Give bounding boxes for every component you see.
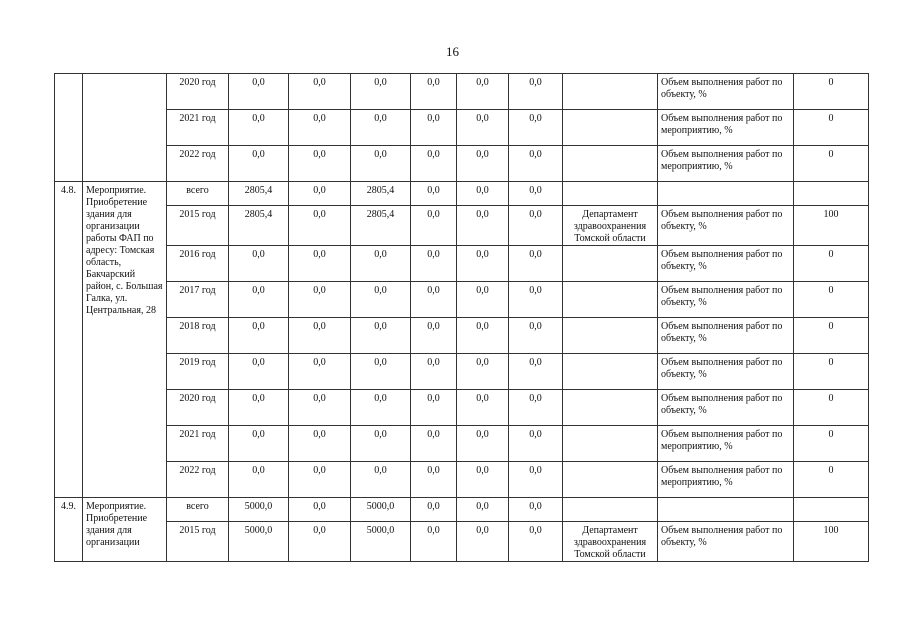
value-cell: 0,0 xyxy=(289,426,351,462)
indicator-cell: Объем выполнения работ по мероприятию, % xyxy=(658,110,794,146)
table-row xyxy=(55,282,869,318)
table-row xyxy=(55,498,869,522)
value-cell: 0,0 xyxy=(289,182,351,206)
value-cell: 0,0 xyxy=(457,282,509,318)
indicator-cell: Объем выполнения работ по объекту, % xyxy=(658,522,794,562)
table-row xyxy=(55,390,869,426)
value-cell: 0,0 xyxy=(411,462,457,498)
indicator-value-cell: 0 xyxy=(794,74,869,110)
indicator-value-cell: 0 xyxy=(794,282,869,318)
department-cell xyxy=(563,354,658,390)
value-cell: 0,0 xyxy=(411,426,457,462)
value-cell: 0,0 xyxy=(289,498,351,522)
value-cell: 0,0 xyxy=(229,282,289,318)
value-cell: 0,0 xyxy=(411,282,457,318)
value-cell: 0,0 xyxy=(229,74,289,110)
value-cell: 0,0 xyxy=(289,74,351,110)
value-cell: 0,0 xyxy=(351,390,411,426)
activity-name xyxy=(83,74,167,182)
value-cell: 5000,0 xyxy=(229,522,289,562)
value-cell: 0,0 xyxy=(509,146,563,182)
value-cell: 0,0 xyxy=(509,426,563,462)
activity-number xyxy=(55,74,83,182)
value-cell: 0,0 xyxy=(457,246,509,282)
year-cell: 2017 год xyxy=(167,282,229,318)
indicator-value-cell: 0 xyxy=(794,426,869,462)
indicator-cell xyxy=(658,498,794,522)
table-row xyxy=(55,110,869,146)
value-cell: 0,0 xyxy=(289,522,351,562)
value-cell: 0,0 xyxy=(229,462,289,498)
table-row xyxy=(55,522,869,562)
activity-name: Мероприятие. Приобретение здания для организации работы ФАП по адресу: Томская область, Бакчарский район, с. Большая Галка, ул. Центральная, 28 xyxy=(83,182,167,498)
value-cell: 2805,4 xyxy=(229,206,289,246)
year-cell: 2020 год xyxy=(167,390,229,426)
value-cell: 0,0 xyxy=(509,498,563,522)
table-row xyxy=(55,246,869,282)
indicator-cell: Объем выполнения работ по объекту, % xyxy=(658,74,794,110)
department-cell xyxy=(563,426,658,462)
value-cell: 0,0 xyxy=(509,354,563,390)
indicator-value-cell: 100 xyxy=(794,522,869,562)
value-cell: 0,0 xyxy=(229,390,289,426)
value-cell: 0,0 xyxy=(457,182,509,206)
value-cell: 5000,0 xyxy=(351,498,411,522)
value-cell: 0,0 xyxy=(351,110,411,146)
value-cell: 0,0 xyxy=(229,318,289,354)
value-cell: 0,0 xyxy=(411,522,457,562)
table-row xyxy=(55,318,869,354)
table-row xyxy=(55,462,869,498)
department-cell xyxy=(563,110,658,146)
value-cell: 5000,0 xyxy=(351,522,411,562)
indicator-value-cell: 100 xyxy=(794,206,869,246)
value-cell: 0,0 xyxy=(509,318,563,354)
year-cell: 2020 год xyxy=(167,74,229,110)
department-cell xyxy=(563,498,658,522)
indicator-value-cell: 0 xyxy=(794,110,869,146)
value-cell: 2805,4 xyxy=(351,206,411,246)
indicator-cell: Объем выполнения работ по объекту, % xyxy=(658,282,794,318)
value-cell: 0,0 xyxy=(229,426,289,462)
value-cell: 0,0 xyxy=(509,246,563,282)
value-cell: 0,0 xyxy=(229,246,289,282)
indicator-value-cell: 0 xyxy=(794,318,869,354)
value-cell: 0,0 xyxy=(411,498,457,522)
indicator-cell: Объем выполнения работ по объекту, % xyxy=(658,246,794,282)
value-cell: 0,0 xyxy=(457,426,509,462)
indicator-value-cell: 0 xyxy=(794,246,869,282)
value-cell: 0,0 xyxy=(457,498,509,522)
year-cell: 2018 год xyxy=(167,318,229,354)
value-cell: 0,0 xyxy=(457,146,509,182)
year-cell: 2021 год xyxy=(167,110,229,146)
department-cell xyxy=(563,246,658,282)
value-cell: 0,0 xyxy=(351,74,411,110)
value-cell: 0,0 xyxy=(457,522,509,562)
indicator-value-cell: 0 xyxy=(794,146,869,182)
year-cell: 2015 год xyxy=(167,522,229,562)
value-cell: 0,0 xyxy=(289,354,351,390)
department-cell xyxy=(563,74,658,110)
value-cell: 0,0 xyxy=(457,206,509,246)
indicator-value-cell xyxy=(794,182,869,206)
value-cell: 0,0 xyxy=(351,354,411,390)
value-cell: 0,0 xyxy=(351,462,411,498)
indicator-cell: Объем выполнения работ по объекту, % xyxy=(658,206,794,246)
value-cell: 0,0 xyxy=(509,522,563,562)
activity-number: 4.8. xyxy=(55,182,83,498)
value-cell: 0,0 xyxy=(457,110,509,146)
department-cell xyxy=(563,282,658,318)
value-cell: 0,0 xyxy=(289,110,351,146)
table-row xyxy=(55,146,869,182)
value-cell: 0,0 xyxy=(509,110,563,146)
department-cell xyxy=(563,318,658,354)
value-cell: 0,0 xyxy=(457,318,509,354)
value-cell: 5000,0 xyxy=(229,498,289,522)
value-cell: 0,0 xyxy=(229,146,289,182)
value-cell: 0,0 xyxy=(509,206,563,246)
department-cell: Департамент здравоохранения Томской области xyxy=(563,522,658,562)
indicator-value-cell xyxy=(794,498,869,522)
value-cell: 0,0 xyxy=(289,146,351,182)
value-cell: 0,0 xyxy=(289,462,351,498)
table-row xyxy=(55,426,869,462)
value-cell: 0,0 xyxy=(411,246,457,282)
department-cell xyxy=(563,462,658,498)
department-cell: Департамент здравоохранения Томской области xyxy=(563,206,658,246)
year-cell: 2022 год xyxy=(167,462,229,498)
table-row xyxy=(55,206,869,246)
activity-number: 4.9. xyxy=(55,498,83,562)
value-cell: 0,0 xyxy=(289,206,351,246)
table-row xyxy=(55,354,869,390)
value-cell: 0,0 xyxy=(509,182,563,206)
indicator-cell: Объем выполнения работ по объекту, % xyxy=(658,390,794,426)
indicator-value-cell: 0 xyxy=(794,390,869,426)
value-cell: 0,0 xyxy=(351,246,411,282)
value-cell: 0,0 xyxy=(289,318,351,354)
value-cell: 0,0 xyxy=(351,282,411,318)
indicator-value-cell: 0 xyxy=(794,462,869,498)
value-cell: 0,0 xyxy=(411,354,457,390)
indicator-cell xyxy=(658,182,794,206)
indicator-cell: Объем выполнения работ по объекту, % xyxy=(658,354,794,390)
program-activities-table xyxy=(54,73,869,562)
indicator-value-cell: 0 xyxy=(794,354,869,390)
value-cell: 0,0 xyxy=(351,426,411,462)
indicator-cell: Объем выполнения работ по мероприятию, % xyxy=(658,426,794,462)
value-cell: 0,0 xyxy=(509,390,563,426)
value-cell: 2805,4 xyxy=(229,182,289,206)
year-cell: 2022 год xyxy=(167,146,229,182)
value-cell: 0,0 xyxy=(509,282,563,318)
value-cell: 2805,4 xyxy=(351,182,411,206)
value-cell: 0,0 xyxy=(509,74,563,110)
value-cell: 0,0 xyxy=(411,146,457,182)
value-cell: 0,0 xyxy=(411,74,457,110)
value-cell: 0,0 xyxy=(229,354,289,390)
year-cell: всего xyxy=(167,498,229,522)
page-number: 16 xyxy=(446,44,459,59)
value-cell: 0,0 xyxy=(411,110,457,146)
value-cell: 0,0 xyxy=(411,206,457,246)
indicator-cell: Объем выполнения работ по мероприятию, % xyxy=(658,146,794,182)
table-row xyxy=(55,182,869,206)
year-cell: 2021 год xyxy=(167,426,229,462)
value-cell: 0,0 xyxy=(229,110,289,146)
indicator-cell: Объем выполнения работ по мероприятию, % xyxy=(658,462,794,498)
indicator-cell: Объем выполнения работ по объекту, % xyxy=(658,318,794,354)
value-cell: 0,0 xyxy=(457,354,509,390)
year-cell: 2016 год xyxy=(167,246,229,282)
activity-name: Мероприятие. Приобретение здания для организации xyxy=(83,498,167,562)
value-cell: 0,0 xyxy=(351,146,411,182)
value-cell: 0,0 xyxy=(289,390,351,426)
department-cell xyxy=(563,146,658,182)
value-cell: 0,0 xyxy=(289,246,351,282)
department-cell xyxy=(563,182,658,206)
value-cell: 0,0 xyxy=(351,318,411,354)
year-cell: 2015 год xyxy=(167,206,229,246)
year-cell: всего xyxy=(167,182,229,206)
value-cell: 0,0 xyxy=(411,318,457,354)
year-cell: 2019 год xyxy=(167,354,229,390)
table-row xyxy=(55,74,869,110)
department-cell xyxy=(563,390,658,426)
value-cell: 0,0 xyxy=(411,182,457,206)
value-cell: 0,0 xyxy=(457,390,509,426)
value-cell: 0,0 xyxy=(509,462,563,498)
value-cell: 0,0 xyxy=(289,282,351,318)
value-cell: 0,0 xyxy=(457,462,509,498)
value-cell: 0,0 xyxy=(457,74,509,110)
value-cell: 0,0 xyxy=(411,390,457,426)
